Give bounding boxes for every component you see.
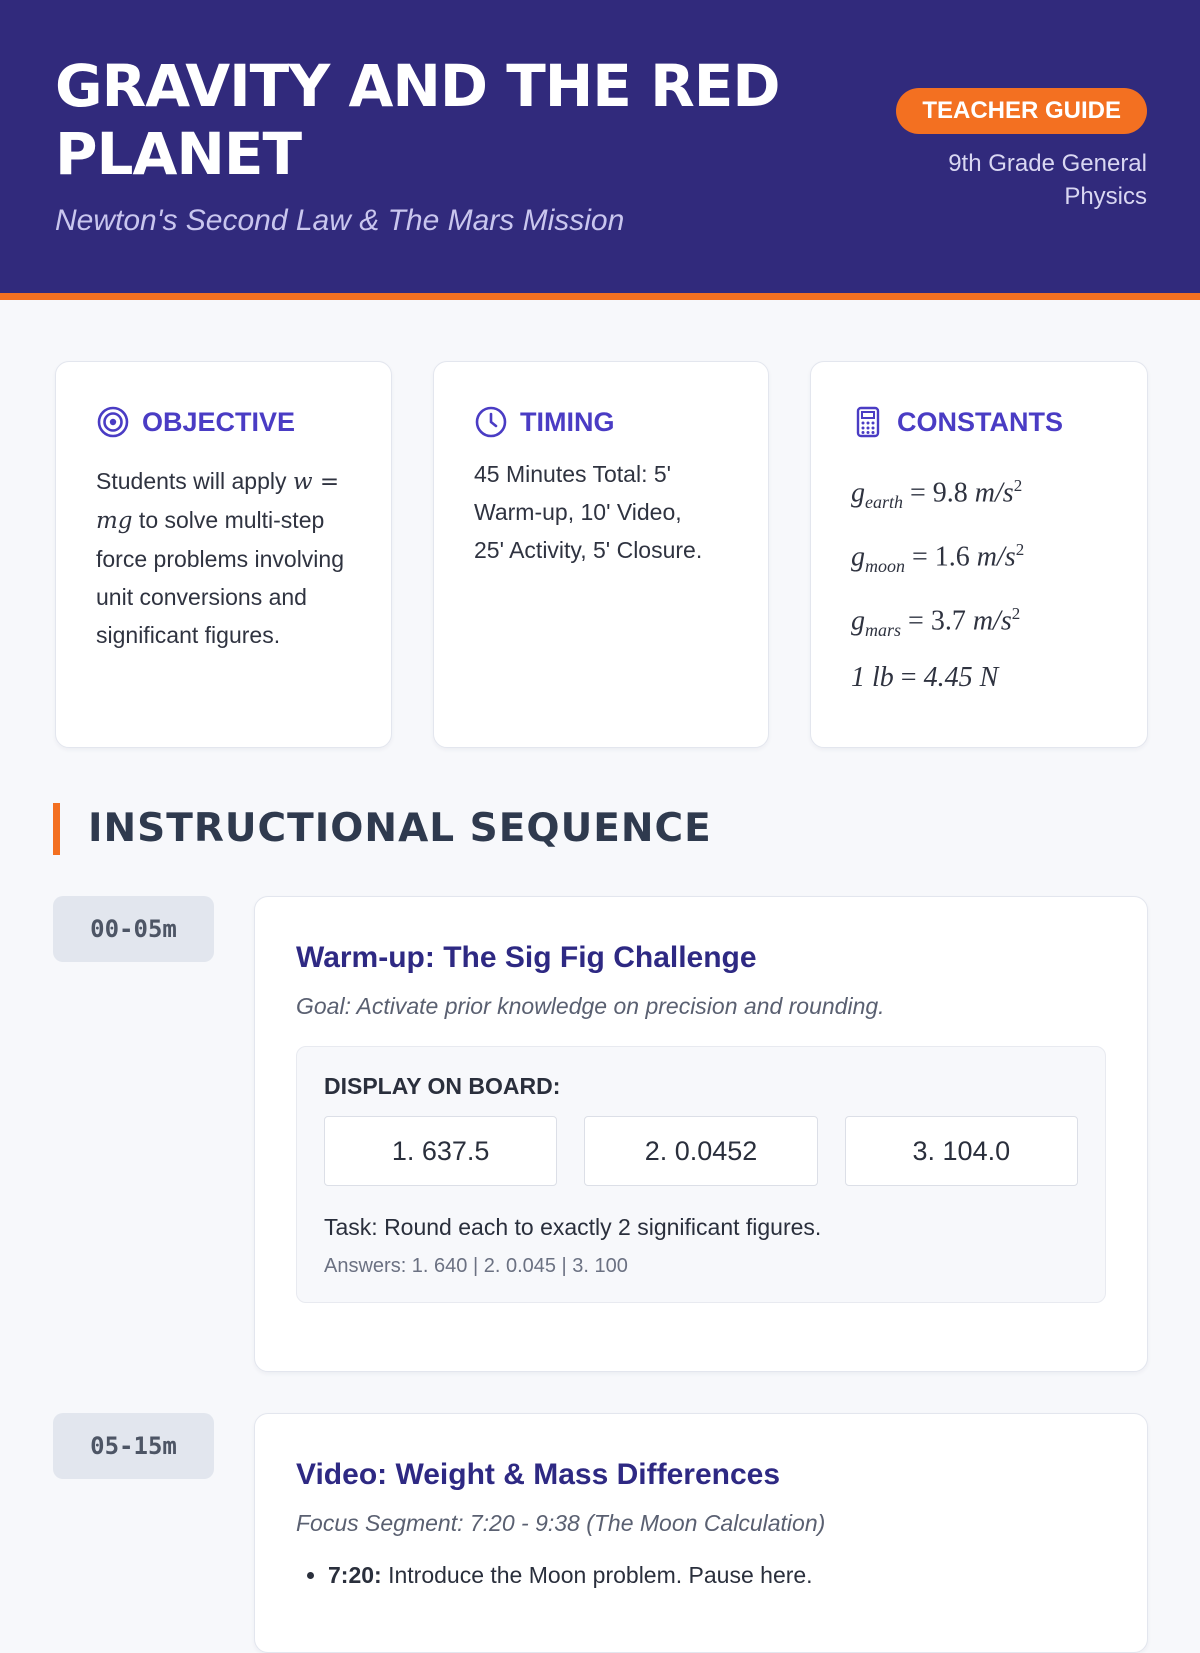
header-banner (0, 0, 1200, 300)
note-text: Introduce the Moon problem. Pause here. (381, 1562, 813, 1588)
time-pill-step-2: 05-15m (53, 1413, 214, 1479)
video-notes-list (296, 1557, 1106, 1593)
step-title: Video: Weight & Mass Differences (296, 1458, 781, 1491)
step-focus-segment: Focus Segment: 7:20 - 9:38 (The Moon Calculation) (296, 1510, 826, 1536)
board-display-box (296, 1046, 1106, 1303)
step-title: Warm-up: The Sig Fig Challenge (296, 941, 757, 974)
target-icon (96, 405, 130, 439)
time-pill-step-1: 00-05m (53, 896, 214, 962)
objective-heading-row (96, 402, 351, 442)
board-label: DISPLAY ON BOARD: (324, 1073, 561, 1099)
clock-icon (474, 405, 508, 439)
step-card-warmup (254, 896, 1148, 1372)
teacher-guide-badge: TEACHER GUIDE (896, 88, 1147, 134)
objective-text-start: Students will apply (96, 468, 293, 494)
section-title: INSTRUCTIONAL SEQUENCE (88, 806, 712, 851)
calculator-icon (851, 405, 885, 439)
timing-text: 45 Minutes Total: 5' Warm-up, 10' Video, 25' Activity, 5' Closure. (474, 461, 703, 563)
objective-card (55, 361, 392, 748)
constant-moon: $g_{moon} = 1.6$ $m/s^2$ (851, 539, 1025, 576)
constants-heading: CONSTANTS (897, 406, 1063, 437)
step-goal: Goal: Activate prior knowledge on precision and rounding. (296, 993, 885, 1019)
step-card-video (254, 1413, 1148, 1653)
objective-formula: w = mg (96, 469, 340, 534)
constant-lb-conversion: 1 lb = 4.45 N (851, 661, 999, 693)
board-item: 3. 104.0 (845, 1116, 1078, 1186)
board-item: 1. 637.5 (324, 1116, 557, 1186)
task-text: Task: Round each to exactly 2 significant figures. (324, 1214, 822, 1240)
constants-list (851, 462, 1107, 701)
page-subtitle: Newton's Second Law & The Mars Mission (55, 204, 625, 237)
section-accent-bar (53, 803, 60, 855)
objective-text (96, 462, 346, 654)
list-item (328, 1557, 1106, 1593)
objective-text-end: to solve multi-step force problems involving unit conversions and significant figures. (96, 507, 345, 648)
constants-heading-row (851, 402, 1107, 442)
constants-card (810, 361, 1148, 748)
constant-mars: $g_{mars} = 3.7$ $m/s^2$ (851, 603, 1021, 640)
page-title: GRAVITY AND THE RED PLANET (55, 52, 780, 188)
grade-label: 9th Grade General Physics (948, 150, 1147, 210)
board-item: 2. 0.0452 (584, 1116, 817, 1186)
timing-card (433, 361, 769, 748)
answers-text: Answers: 1. 640 | 2. 0.045 | 3. 100 (324, 1255, 628, 1277)
constant-earth: $g_{earth} = 9.8$ $m/s^2$ (851, 476, 1023, 512)
note-timestamp: 7:20: (328, 1562, 382, 1588)
board-items (324, 1116, 1078, 1186)
objective-heading: OBJECTIVE (142, 406, 296, 437)
timing-heading: TIMING (520, 406, 615, 437)
timing-heading-row (474, 402, 728, 442)
